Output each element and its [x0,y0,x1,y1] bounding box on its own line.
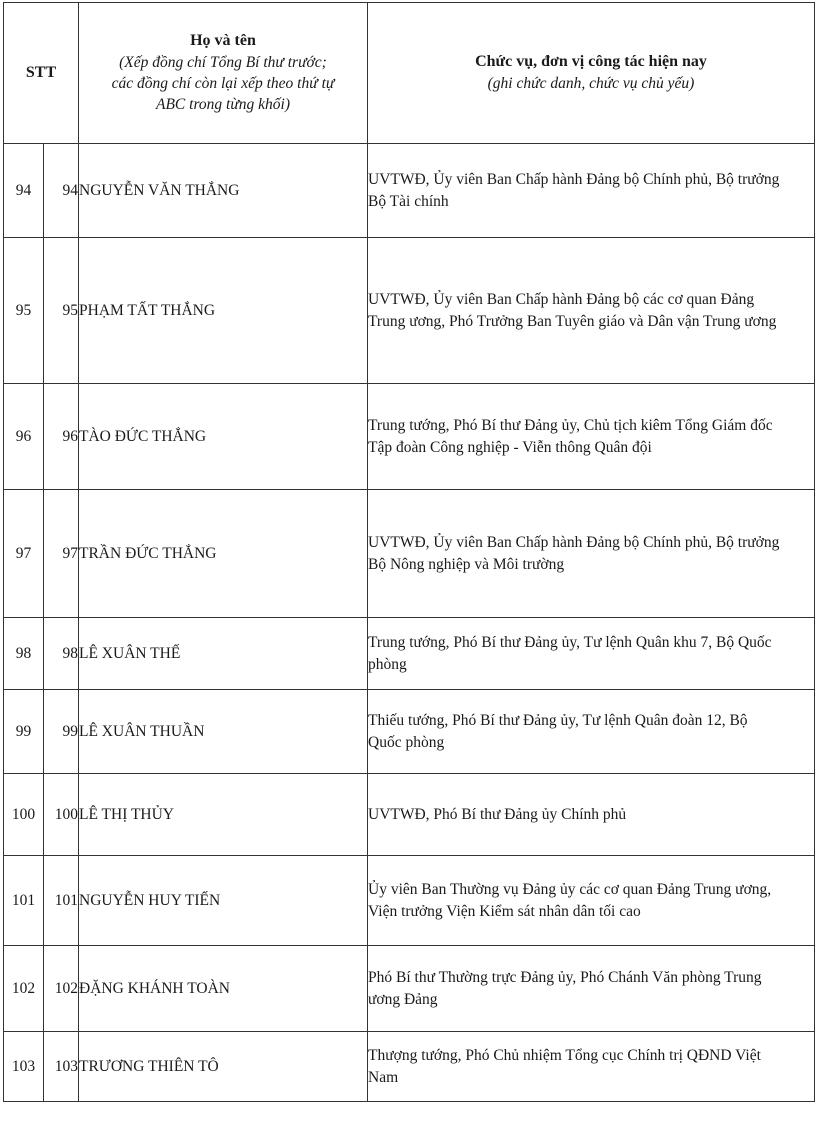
stt-cell: 101 [4,856,44,946]
stt-cell: 102 [4,946,44,1032]
position-line-1: Phó Bí thư Thường trực Đảng ủy, Phó Chánh Văn phòng Trung [368,968,762,986]
stt-sub-cell: 97 [44,490,79,618]
stt-cell: 100 [4,774,44,856]
name-cell: PHẠM TẤT THẮNG [79,238,368,384]
position-line-1: Thiếu tướng, Phó Bí thư Đảng ủy, Tư lệnh Quân đoàn 12, Bộ [368,711,748,729]
stt-header: STT [4,3,79,144]
position-line-1: UVTWĐ, Ủy viên Ban Chấp hành Đảng bộ Chính phủ, Bộ trưởng [368,170,780,188]
name-header-note-3: ABC trong từng khối) [155,95,291,113]
name-header [79,3,368,144]
position-cell [368,946,815,1032]
stt-sub-cell: 96 [44,384,79,490]
position-line-2: Nam [368,1068,399,1086]
name-cell: TRẦN ĐỨC THẮNG [79,490,368,618]
table-header-row [4,3,815,144]
name-cell: TRƯƠNG THIÊN TÔ [79,1032,368,1102]
position-line-1: UVTWĐ, Ủy viên Ban Chấp hành Đảng bộ Chính phủ, Bộ trưởng [368,533,780,551]
position-line-1: Trung tướng, Phó Bí thư Đảng ủy, Chủ tịch kiêm Tổng Giám đốc [368,416,773,434]
name-cell: NGUYỄN HUY TIẾN [79,856,368,946]
position-line-2: ương Đảng [368,990,438,1008]
position-cell [368,490,815,618]
stt-cell: 98 [4,618,44,690]
position-line-2: Bộ Tài chính [368,192,449,210]
table-row [4,946,815,1032]
table-row [4,618,815,690]
position-cell [368,384,815,490]
position-cell [368,856,815,946]
position-line-2: Quốc phòng [368,733,445,751]
stt-cell: 95 [4,238,44,384]
position-header-note: (ghi chức danh, chức vụ chủ yếu) [487,74,695,92]
position-cell [368,618,815,690]
position-header [368,3,815,144]
table-row [4,490,815,618]
position-line-1: Trung tướng, Phó Bí thư Đảng ủy, Tư lệnh Quân khu 7, Bộ Quốc [368,633,772,651]
table-row [4,1032,815,1102]
name-cell: LÊ THỊ THỦY [79,774,368,856]
table-row [4,774,815,856]
position-cell [368,238,815,384]
position-cell [368,774,815,856]
table-row [4,856,815,946]
position-line-2: Viện trưởng Viện Kiểm sát nhân dân tối cao [368,902,641,920]
stt-cell: 94 [4,144,44,238]
stt-sub-cell: 103 [44,1032,79,1102]
name-cell: ĐẶNG KHÁNH TOÀN [79,946,368,1032]
name-header-note-1: (Xếp đồng chí Tổng Bí thư trước; [119,53,327,71]
stt-sub-cell: 100 [44,774,79,856]
position-line-2: Bộ Nông nghiệp và Môi trường [368,555,565,573]
stt-sub-cell: 94 [44,144,79,238]
stt-sub-cell: 102 [44,946,79,1032]
position-line-1: UVTWĐ, Ủy viên Ban Chấp hành Đảng bộ các cơ quan Đảng [368,290,755,308]
name-cell: LÊ XUÂN THẾ [79,618,368,690]
stt-cell: 97 [4,490,44,618]
stt-sub-cell: 95 [44,238,79,384]
position-cell [368,144,815,238]
position-line-2: Tập đoàn Công nghiệp - Viễn thông Quân đội [368,438,652,456]
name-cell: NGUYỄN VĂN THẮNG [79,144,368,238]
name-header-note-2: các đồng chí còn lại xếp theo thứ tự [111,74,335,92]
stt-cell: 96 [4,384,44,490]
stt-cell: 99 [4,690,44,774]
position-line-1: Thượng tướng, Phó Chủ nhiệm Tổng cục Chính trị QĐND Việt [368,1046,761,1064]
stt-sub-cell: 99 [44,690,79,774]
table-row [4,238,815,384]
position-header-title: Chức vụ, đơn vị công tác hiện nay [475,52,707,70]
position-cell [368,1032,815,1102]
position-line-1: Ủy viên Ban Thường vụ Đảng ủy các cơ quan Đảng Trung ương, [368,880,772,898]
roster-table [3,2,815,1102]
position-line-2: phòng [368,655,407,673]
position-cell [368,690,815,774]
position-line-1: UVTWĐ, Phó Bí thư Đảng ủy Chính phủ [368,805,627,823]
table-row [4,384,815,490]
name-header-title: Họ và tên [190,31,256,49]
position-line-2: Trung ương, Phó Trưởng Ban Tuyên giáo và Dân vận Trung ương [368,312,777,330]
stt-sub-cell: 98 [44,618,79,690]
stt-sub-cell: 101 [44,856,79,946]
stt-cell: 103 [4,1032,44,1102]
table-row [4,144,815,238]
table-row [4,690,815,774]
name-cell: TÀO ĐỨC THẮNG [79,384,368,490]
name-cell: LÊ XUÂN THUẦN [79,690,368,774]
